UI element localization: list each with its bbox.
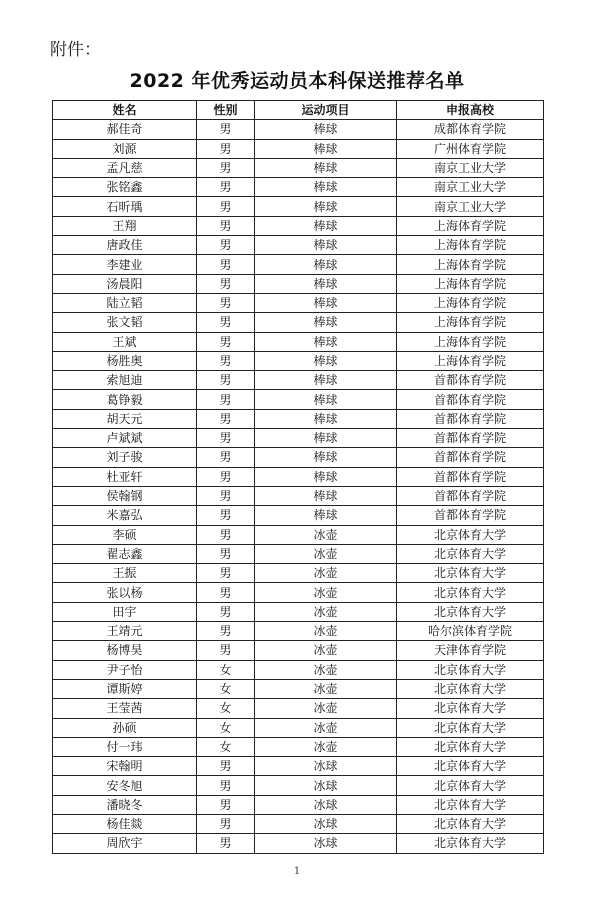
- table-row: [53, 699, 544, 718]
- cell-name: 米嘉弘: [53, 506, 197, 525]
- cell-sport: 冰壶: [255, 699, 397, 718]
- cell-school: 上海体育学院: [397, 293, 544, 312]
- cell-sport: 棒球: [255, 390, 397, 409]
- cell-gender: 男: [197, 120, 255, 139]
- cell-gender: 男: [197, 409, 255, 428]
- cell-school: 北京体育大学: [397, 737, 544, 756]
- cell-name: 张以杨: [53, 583, 197, 602]
- cell-gender: 男: [197, 757, 255, 776]
- table-row: [53, 737, 544, 756]
- cell-gender: 女: [197, 699, 255, 718]
- cell-sport: 棒球: [255, 120, 397, 139]
- cell-school: 上海体育学院: [397, 313, 544, 332]
- cell-school: 首都体育学院: [397, 448, 544, 467]
- table-row: [53, 274, 544, 293]
- cell-name: 田宇: [53, 602, 197, 621]
- table-row: [53, 216, 544, 235]
- cell-sport: 棒球: [255, 158, 397, 177]
- cell-gender: 男: [197, 564, 255, 583]
- table-row: [53, 486, 544, 505]
- table-row: [53, 564, 544, 583]
- cell-sport: 冰壶: [255, 544, 397, 563]
- cell-gender: 男: [197, 390, 255, 409]
- cell-sport: 棒球: [255, 274, 397, 293]
- cell-sport: 冰球: [255, 814, 397, 833]
- cell-name: 孟凡慈: [53, 158, 197, 177]
- cell-name: 唐政佳: [53, 236, 197, 255]
- cell-sport: 棒球: [255, 351, 397, 370]
- cell-sport: 棒球: [255, 486, 397, 505]
- cell-name: 王莹茜: [53, 699, 197, 718]
- cell-name: 张铭鑫: [53, 178, 197, 197]
- cell-sport: 棒球: [255, 448, 397, 467]
- cell-school: 北京体育大学: [397, 544, 544, 563]
- table-body: [53, 120, 544, 853]
- cell-sport: 冰球: [255, 757, 397, 776]
- cell-name: 付一玮: [53, 737, 197, 756]
- cell-name: 周欣宇: [53, 834, 197, 853]
- cell-gender: 男: [197, 776, 255, 795]
- table-row: [53, 622, 544, 641]
- table-row: [53, 795, 544, 814]
- cell-school: 首都体育学院: [397, 506, 544, 525]
- cell-school: 哈尔滨体育学院: [397, 622, 544, 641]
- cell-name: 宋翰明: [53, 757, 197, 776]
- cell-name: 杜亚轩: [53, 467, 197, 486]
- cell-sport: 冰壶: [255, 525, 397, 544]
- table-row: [53, 371, 544, 390]
- table-row: [53, 448, 544, 467]
- page-title: 2022 年优秀运动员本科保送推荐名单: [129, 70, 465, 92]
- cell-gender: 男: [197, 467, 255, 486]
- cell-sport: 冰壶: [255, 660, 397, 679]
- cell-sport: 冰壶: [255, 641, 397, 660]
- cell-school: 北京体育大学: [397, 660, 544, 679]
- cell-sport: 棒球: [255, 178, 397, 197]
- table-row: [53, 506, 544, 525]
- table-row: [53, 467, 544, 486]
- page-number: 1: [293, 866, 301, 877]
- cell-name: 石昕瑀: [53, 197, 197, 216]
- cell-sport: 棒球: [255, 255, 397, 274]
- cell-gender: 男: [197, 448, 255, 467]
- cell-school: 上海体育学院: [397, 216, 544, 235]
- cell-gender: 女: [197, 718, 255, 737]
- table-row: [53, 429, 544, 448]
- cell-school: 北京体育大学: [397, 814, 544, 833]
- cell-school: 首都体育学院: [397, 371, 544, 390]
- cell-name: 胡天元: [53, 409, 197, 428]
- cell-school: 南京工业大学: [397, 158, 544, 177]
- cell-gender: 男: [197, 371, 255, 390]
- table-row: [53, 602, 544, 621]
- cell-sport: 冰壶: [255, 564, 397, 583]
- column-header-sport: 运动项目: [255, 101, 397, 120]
- cell-school: 南京工业大学: [397, 178, 544, 197]
- cell-sport: 棒球: [255, 506, 397, 525]
- cell-name: 王斌: [53, 332, 197, 351]
- cell-name: 翟志鑫: [53, 544, 197, 563]
- cell-school: 上海体育学院: [397, 255, 544, 274]
- cell-school: 北京体育大学: [397, 757, 544, 776]
- table-header: [53, 101, 544, 120]
- cell-school: 首都体育学院: [397, 467, 544, 486]
- cell-gender: 女: [197, 660, 255, 679]
- cell-sport: 棒球: [255, 332, 397, 351]
- table-row: [53, 139, 544, 158]
- cell-sport: 棒球: [255, 216, 397, 235]
- cell-name: 安冬旭: [53, 776, 197, 795]
- cell-school: 北京体育大学: [397, 795, 544, 814]
- table-row: [53, 834, 544, 853]
- cell-name: 李建业: [53, 255, 197, 274]
- table-row: [53, 660, 544, 679]
- cell-name: 王翔: [53, 216, 197, 235]
- cell-gender: 女: [197, 679, 255, 698]
- table-row: [53, 236, 544, 255]
- table-row: [53, 255, 544, 274]
- cell-school: 北京体育大学: [397, 564, 544, 583]
- table-row: [53, 583, 544, 602]
- table-row: [53, 178, 544, 197]
- cell-gender: 男: [197, 429, 255, 448]
- cell-gender: 男: [197, 351, 255, 370]
- cell-gender: 男: [197, 834, 255, 853]
- table-row: [53, 293, 544, 312]
- column-header-school: 申报高校: [397, 101, 544, 120]
- table-header-row: [53, 101, 544, 120]
- cell-name: 卢斌斌: [53, 429, 197, 448]
- cell-sport: 棒球: [255, 409, 397, 428]
- cell-gender: 男: [197, 795, 255, 814]
- cell-sport: 冰球: [255, 795, 397, 814]
- cell-name: 王靖元: [53, 622, 197, 641]
- cell-name: 索旭迪: [53, 371, 197, 390]
- cell-sport: 棒球: [255, 293, 397, 312]
- cell-name: 谭斯婷: [53, 679, 197, 698]
- cell-school: 天津体育学院: [397, 641, 544, 660]
- cell-gender: 男: [197, 486, 255, 505]
- cell-gender: 男: [197, 293, 255, 312]
- cell-school: 首都体育学院: [397, 486, 544, 505]
- cell-sport: 棒球: [255, 313, 397, 332]
- cell-name: 孙硕: [53, 718, 197, 737]
- cell-name: 尹子怡: [53, 660, 197, 679]
- cell-sport: 棒球: [255, 236, 397, 255]
- cell-gender: 男: [197, 332, 255, 351]
- cell-gender: 男: [197, 255, 255, 274]
- cell-sport: 冰壶: [255, 737, 397, 756]
- cell-gender: 男: [197, 641, 255, 660]
- cell-gender: 男: [197, 814, 255, 833]
- cell-sport: 冰壶: [255, 583, 397, 602]
- cell-school: 首都体育学院: [397, 429, 544, 448]
- table-row: [53, 351, 544, 370]
- cell-gender: 男: [197, 525, 255, 544]
- cell-gender: 女: [197, 737, 255, 756]
- cell-school: 首都体育学院: [397, 409, 544, 428]
- cell-school: 上海体育学院: [397, 236, 544, 255]
- cell-school: 北京体育大学: [397, 525, 544, 544]
- cell-gender: 男: [197, 216, 255, 235]
- cell-sport: 棒球: [255, 429, 397, 448]
- cell-school: 北京体育大学: [397, 583, 544, 602]
- cell-gender: 男: [197, 158, 255, 177]
- cell-school: 广州体育学院: [397, 139, 544, 158]
- cell-school: 北京体育大学: [397, 718, 544, 737]
- cell-sport: 棒球: [255, 467, 397, 486]
- cell-name: 王振: [53, 564, 197, 583]
- table-row: [53, 120, 544, 139]
- table-row: [53, 409, 544, 428]
- cell-school: 北京体育大学: [397, 699, 544, 718]
- table-row: [53, 679, 544, 698]
- cell-gender: 男: [197, 544, 255, 563]
- cell-school: 北京体育大学: [397, 679, 544, 698]
- cell-sport: 冰壶: [255, 602, 397, 621]
- cell-school: 上海体育学院: [397, 274, 544, 293]
- cell-gender: 男: [197, 622, 255, 641]
- table-row: [53, 757, 544, 776]
- cell-gender: 男: [197, 197, 255, 216]
- cell-sport: 冰球: [255, 776, 397, 795]
- cell-gender: 男: [197, 313, 255, 332]
- cell-name: 张文韬: [53, 313, 197, 332]
- cell-gender: 男: [197, 602, 255, 621]
- table-row: [53, 776, 544, 795]
- cell-name: 葛铮毅: [53, 390, 197, 409]
- cell-school: 北京体育大学: [397, 602, 544, 621]
- cell-school: 上海体育学院: [397, 351, 544, 370]
- cell-gender: 男: [197, 583, 255, 602]
- cell-school: 上海体育学院: [397, 332, 544, 351]
- table-row: [53, 197, 544, 216]
- cell-school: 首都体育学院: [397, 390, 544, 409]
- cell-sport: 冰壶: [255, 718, 397, 737]
- recommendation-table: [52, 100, 544, 854]
- table-row: [53, 544, 544, 563]
- cell-sport: 冰壶: [255, 622, 397, 641]
- cell-sport: 棒球: [255, 139, 397, 158]
- table-row: [53, 158, 544, 177]
- cell-name: 杨佳燚: [53, 814, 197, 833]
- table-row: [53, 718, 544, 737]
- cell-name: 潘晓冬: [53, 795, 197, 814]
- cell-gender: 男: [197, 506, 255, 525]
- cell-name: 李硕: [53, 525, 197, 544]
- cell-school: 成都体育学院: [397, 120, 544, 139]
- cell-name: 刘源: [53, 139, 197, 158]
- cell-sport: 棒球: [255, 371, 397, 390]
- cell-school: 北京体育大学: [397, 834, 544, 853]
- attachment-label: 附件：: [50, 40, 101, 60]
- table-row: [53, 641, 544, 660]
- cell-name: 杨胜奥: [53, 351, 197, 370]
- cell-sport: 冰球: [255, 834, 397, 853]
- cell-gender: 男: [197, 274, 255, 293]
- cell-sport: 棒球: [255, 197, 397, 216]
- table-row: [53, 525, 544, 544]
- cell-name: 刘子骏: [53, 448, 197, 467]
- table-row: [53, 332, 544, 351]
- table-row: [53, 814, 544, 833]
- cell-school: 南京工业大学: [397, 197, 544, 216]
- table-row: [53, 313, 544, 332]
- cell-gender: 男: [197, 139, 255, 158]
- cell-name: 郝佳奇: [53, 120, 197, 139]
- cell-name: 汤晨阳: [53, 274, 197, 293]
- cell-name: 侯翰钢: [53, 486, 197, 505]
- cell-name: 陆立韬: [53, 293, 197, 312]
- cell-gender: 男: [197, 178, 255, 197]
- cell-name: 杨博昊: [53, 641, 197, 660]
- cell-sport: 冰壶: [255, 679, 397, 698]
- column-header-gender: 性别: [197, 101, 255, 120]
- table-row: [53, 390, 544, 409]
- cell-school: 北京体育大学: [397, 776, 544, 795]
- cell-gender: 男: [197, 236, 255, 255]
- column-header-name: 姓名: [53, 101, 197, 120]
